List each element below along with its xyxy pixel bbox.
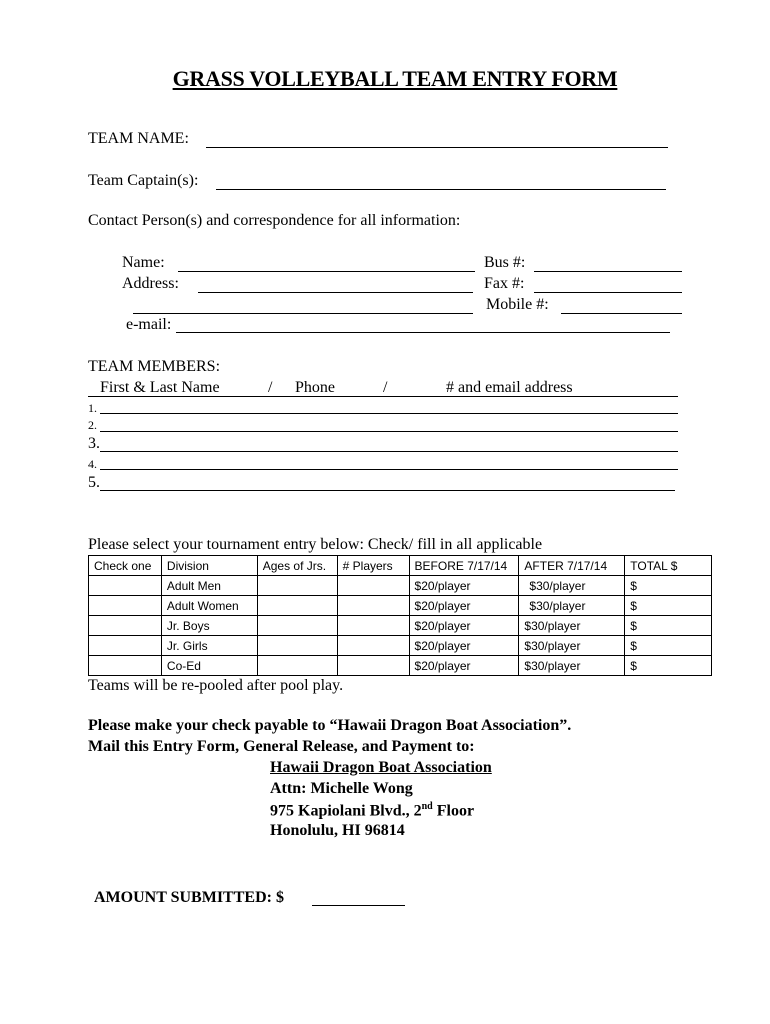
email-field[interactable] (176, 332, 670, 333)
member-row-number: 5. (88, 474, 100, 491)
division-cell: Jr. Boys (161, 616, 257, 636)
team-name-field[interactable] (206, 147, 668, 148)
before-price-cell: $20/player (409, 636, 519, 656)
table-row (89, 636, 712, 656)
street-address (270, 801, 474, 820)
check-payable-line: Please make your check payable to “Hawaii Dragon Boat Association”. (88, 717, 572, 734)
after-price-cell: $30/player (519, 596, 625, 616)
col-separator: / (268, 379, 273, 396)
after-price-cell: $30/player (519, 576, 625, 596)
header-before-date: BEFORE 7/17/14 (409, 556, 519, 576)
amount-submitted-field[interactable] (312, 905, 405, 906)
floor-ordinal: nd (421, 801, 433, 812)
member-row-number: 2. (88, 418, 97, 432)
header-check-one: Check one (89, 556, 162, 576)
mail-instruction-line: Mail this Entry Form, General Release, and Payment to: (88, 738, 475, 755)
table-row (89, 576, 712, 596)
fax-field[interactable] (534, 292, 682, 293)
table-row (89, 616, 712, 636)
member-row-field[interactable] (100, 451, 678, 452)
org-name: Hawaii Dragon Boat Association (270, 759, 492, 776)
ages-cell[interactable] (257, 616, 337, 636)
attn-line: Attn: Michelle Wong (270, 780, 413, 797)
division-cell: Jr. Girls (161, 636, 257, 656)
after-price-cell: $30/player (519, 636, 625, 656)
mobile-field[interactable] (561, 313, 682, 314)
member-row-field[interactable] (100, 431, 678, 432)
players-cell[interactable] (337, 616, 409, 636)
entry-instruction: Please select your tournament entry below: Check/ fill in all applicable (88, 536, 543, 553)
team-name-label: TEAM NAME: (88, 130, 189, 147)
players-cell[interactable] (337, 576, 409, 596)
total-cell[interactable]: $ (625, 656, 712, 676)
team-members-heading: TEAM MEMBERS: (88, 358, 221, 375)
ages-cell[interactable] (257, 596, 337, 616)
street-address-main: 975 Kapiolani Blvd., 2 (270, 802, 422, 820)
before-price-cell: $20/player (409, 576, 519, 596)
before-price-cell: $20/player (409, 596, 519, 616)
mobile-label: Mobile #: (486, 296, 549, 313)
division-cell: Adult Men (161, 576, 257, 596)
table-row (89, 596, 712, 616)
bus-field[interactable] (534, 271, 682, 272)
bus-label: Bus #: (484, 254, 526, 271)
col-phone: Phone (295, 379, 335, 396)
member-row-field[interactable] (100, 490, 675, 491)
after-price-cell: $30/player (519, 616, 625, 636)
total-cell[interactable]: $ (625, 616, 712, 636)
col-email-address: # and email address (446, 379, 573, 396)
table-header-row (89, 556, 712, 576)
header-division: Division (161, 556, 257, 576)
header-ages-of-jrs: Ages of Jrs. (257, 556, 337, 576)
contact-name-label: Name: (122, 254, 165, 271)
table-row (89, 656, 712, 676)
check-one-cell[interactable] (89, 636, 162, 656)
contact-name-field[interactable] (178, 271, 475, 272)
form-title: GRASS VOLLEYBALL TEAM ENTRY FORM (172, 66, 618, 91)
players-cell[interactable] (337, 596, 409, 616)
contact-heading: Contact Person(s) and correspondence for all information: (88, 212, 461, 229)
member-row-field[interactable] (100, 413, 678, 414)
team-captain-field[interactable] (216, 189, 666, 190)
email-label: e-mail: (126, 316, 172, 333)
contact-address-line2-field[interactable] (133, 313, 473, 314)
header-total: TOTAL $ (625, 556, 712, 576)
repool-note: Teams will be re-pooled after pool play. (88, 677, 344, 694)
division-cell: Adult Women (161, 596, 257, 616)
city-line: Honolulu, HI 96814 (270, 822, 405, 839)
total-cell[interactable]: $ (625, 636, 712, 656)
header-num-players: # Players (337, 556, 409, 576)
check-one-cell[interactable] (89, 656, 162, 676)
member-row-number: 1. (88, 401, 97, 415)
member-row-field[interactable] (100, 469, 678, 470)
after-price-cell: $30/player (519, 656, 625, 676)
check-one-cell[interactable] (89, 616, 162, 636)
division-cell: Co-Ed (161, 656, 257, 676)
member-row-number: 3. (88, 435, 100, 452)
col-first-last-name: First & Last Name (100, 379, 220, 396)
col-separator: / (383, 379, 388, 396)
check-one-cell[interactable] (89, 576, 162, 596)
total-cell[interactable]: $ (625, 576, 712, 596)
players-cell[interactable] (337, 636, 409, 656)
players-cell[interactable] (337, 656, 409, 676)
before-price-cell: $20/player (409, 656, 519, 676)
header-after-date: AFTER 7/17/14 (519, 556, 625, 576)
street-address-floor: Floor (432, 802, 475, 820)
team-captain-label: Team Captain(s): (88, 172, 199, 189)
fax-label: Fax #: (484, 275, 525, 292)
total-cell[interactable]: $ (625, 596, 712, 616)
member-row-number: 4. (88, 457, 97, 471)
contact-address-label: Address: (122, 275, 179, 292)
ages-cell[interactable] (257, 636, 337, 656)
before-price-cell: $20/player (409, 616, 519, 636)
ages-cell[interactable] (257, 576, 337, 596)
check-one-cell[interactable] (89, 596, 162, 616)
contact-address-field[interactable] (198, 292, 473, 293)
entry-table (88, 555, 712, 676)
ages-cell[interactable] (257, 656, 337, 676)
amount-submitted-label: AMOUNT SUBMITTED: $ (94, 889, 284, 906)
